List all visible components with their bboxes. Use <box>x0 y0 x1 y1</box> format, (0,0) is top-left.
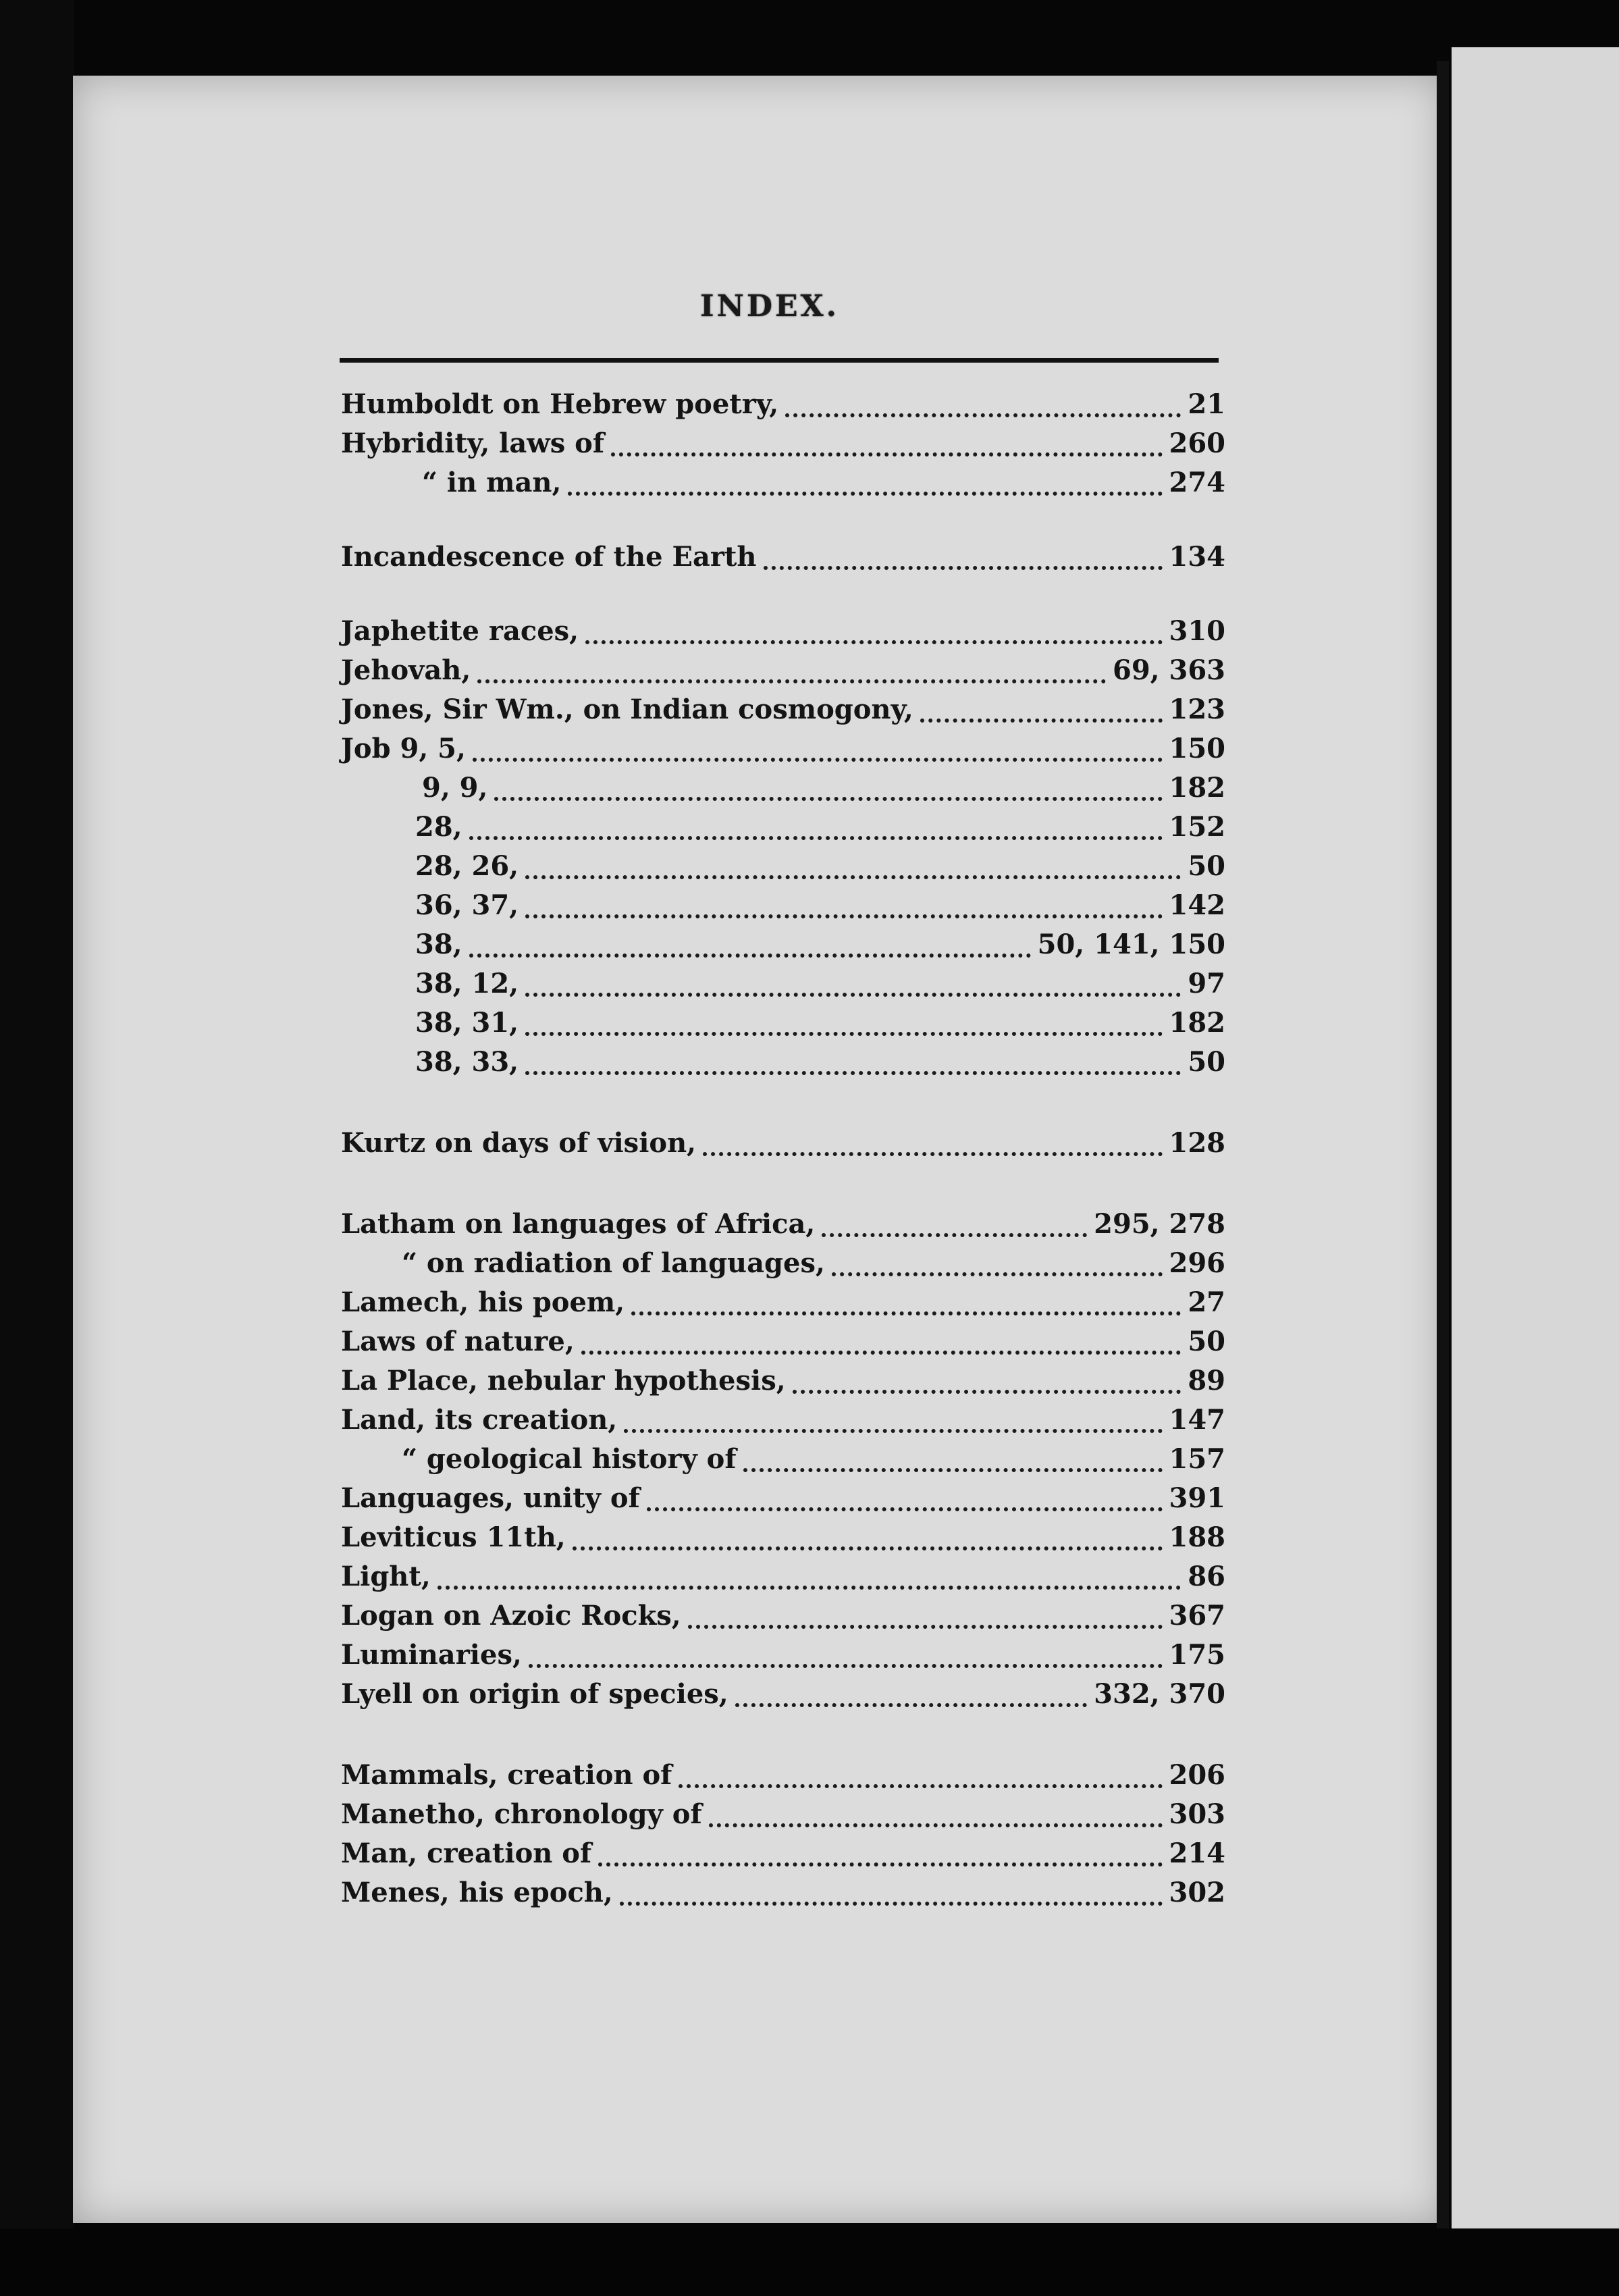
index-entry <box>341 463 1225 502</box>
index-entry <box>341 1401 1225 1440</box>
entry-pages: 50, 141, 150 <box>1037 929 1225 960</box>
entry-label: 38, 12, <box>415 968 519 999</box>
entry-pages: 152 <box>1169 811 1225 843</box>
entry-pages: 134 <box>1169 541 1225 573</box>
dot-leader <box>525 1018 1162 1036</box>
entry-pages: 86 <box>1188 1561 1225 1592</box>
entry-label: 38, 33, <box>415 1046 519 1078</box>
index-entry <box>341 964 1225 1003</box>
index-entry <box>341 1043 1225 1082</box>
entry-label: La Place, nebular hypothesis, <box>341 1365 786 1397</box>
entry-pages: 147 <box>1169 1404 1225 1436</box>
dot-leader <box>437 1572 1182 1590</box>
dot-leader <box>525 1058 1181 1075</box>
entry-label: Japhetite races, <box>341 615 579 647</box>
entry-label: Laws of nature, <box>341 1326 575 1357</box>
dot-leader <box>494 783 1162 801</box>
entry-label: Logan on Azoic Rocks, <box>341 1600 681 1632</box>
dot-leader <box>573 1533 1163 1550</box>
entry-label: 36, 37, <box>415 889 519 921</box>
entry-label: 9, 9, <box>422 772 488 804</box>
entry-pages: 182 <box>1169 772 1225 804</box>
entry-pages: 27 <box>1188 1286 1225 1318</box>
index-entry <box>341 612 1225 651</box>
entry-pages: 157 <box>1169 1443 1225 1475</box>
entry-pages: 188 <box>1169 1521 1225 1553</box>
dot-leader <box>581 1337 1182 1355</box>
dot-leader <box>469 823 1163 840</box>
entry-pages: 21 <box>1188 388 1225 420</box>
index-entry <box>341 1795 1225 1834</box>
entry-label: Leviticus 11th, <box>341 1521 566 1553</box>
dot-leader <box>620 1888 1163 1906</box>
entry-pages: 367 <box>1169 1600 1225 1632</box>
entry-pages: 332, 370 <box>1094 1678 1225 1710</box>
dot-leader <box>785 400 1181 417</box>
entry-label: “ in man, <box>422 467 562 498</box>
heading-rule <box>340 358 1219 363</box>
entry-label: Light, <box>341 1561 431 1592</box>
index-entry <box>341 1756 1225 1795</box>
index-entry <box>341 808 1225 847</box>
entry-pages: 310 <box>1169 615 1225 647</box>
dot-leader <box>529 1650 1163 1668</box>
dot-leader <box>525 862 1181 879</box>
dot-leader <box>793 1376 1182 1394</box>
dot-leader <box>647 1494 1163 1511</box>
page-heading: INDEX. <box>700 289 839 323</box>
entry-label: Lyell on origin of species, <box>341 1678 728 1710</box>
dot-leader <box>631 1298 1181 1315</box>
entry-label: Languages, unity of <box>341 1482 640 1514</box>
dot-leader <box>832 1259 1163 1276</box>
entry-label: Land, its creation, <box>341 1404 618 1436</box>
entry-label: Latham on languages of Africa, <box>341 1208 816 1240</box>
index-entry <box>341 385 1225 424</box>
dot-leader <box>764 552 1163 570</box>
scan-border-left <box>0 0 74 2296</box>
index-entry <box>341 1205 1225 1244</box>
entry-pages: 302 <box>1169 1877 1225 1908</box>
dot-leader <box>473 744 1163 762</box>
index-entry <box>341 1557 1225 1596</box>
dot-leader <box>611 439 1162 456</box>
dot-leader <box>679 1771 1162 1788</box>
entry-pages: 128 <box>1169 1127 1225 1159</box>
entry-pages: 69, 363 <box>1112 654 1225 686</box>
entry-label: Jehovah, <box>341 654 471 686</box>
entry-pages: 296 <box>1169 1247 1225 1279</box>
entry-pages: 303 <box>1169 1798 1225 1830</box>
entry-label: 28, <box>415 811 462 843</box>
entry-pages: 206 <box>1169 1759 1225 1791</box>
entry-pages: 89 <box>1188 1365 1225 1397</box>
dot-leader <box>822 1220 1087 1237</box>
entry-label: Menes, his epoch, <box>341 1877 613 1908</box>
index-entry <box>341 1244 1225 1283</box>
entry-pages: 50 <box>1188 850 1225 882</box>
entry-label: Kurtz on days of vision, <box>341 1127 697 1159</box>
entry-label: Incandescence of the Earth <box>341 541 757 573</box>
index-entry <box>341 847 1225 886</box>
page-gutter <box>1437 61 1449 2242</box>
index-entry <box>341 1479 1225 1518</box>
entry-label: 28, 26, <box>415 850 519 882</box>
entry-pages: 182 <box>1169 1007 1225 1039</box>
entry-pages: 260 <box>1169 427 1225 459</box>
entry-pages: 50 <box>1188 1046 1225 1078</box>
index-entry <box>341 925 1225 964</box>
entry-label: “ geological history of <box>402 1443 737 1475</box>
entry-pages: 123 <box>1169 694 1225 725</box>
index-entry <box>341 1361 1225 1401</box>
scan-border-bottom <box>0 2228 1619 2296</box>
index-entry <box>341 1596 1225 1636</box>
entry-label: 38, <box>415 929 462 960</box>
entry-pages: 214 <box>1169 1837 1225 1869</box>
index-entry <box>341 1440 1225 1479</box>
dot-leader <box>525 979 1181 997</box>
index-entry <box>341 729 1225 768</box>
entry-pages: 295, 278 <box>1094 1208 1225 1240</box>
entry-label: Lamech, his poem, <box>341 1286 625 1318</box>
index-entry <box>341 1124 1225 1163</box>
dot-leader <box>525 901 1162 918</box>
entry-label: Humboldt on Hebrew poetry, <box>341 388 779 420</box>
adjacent-page-edge <box>1452 47 1619 2249</box>
dot-leader <box>469 940 1031 958</box>
dot-leader <box>624 1415 1162 1433</box>
entry-label: Manetho, chronology of <box>341 1798 702 1830</box>
dot-leader <box>688 1611 1163 1629</box>
entry-label: Hybridity, laws of <box>341 427 605 459</box>
entry-label: Man, creation of <box>341 1837 592 1869</box>
entry-label: Jones, Sir Wm., on Indian cosmogony, <box>341 694 913 725</box>
entry-label: 38, 31, <box>415 1007 519 1039</box>
entry-pages: 142 <box>1169 889 1225 921</box>
dot-leader <box>477 666 1106 683</box>
entry-pages: 97 <box>1188 968 1225 999</box>
dot-leader <box>703 1139 1162 1156</box>
entry-label: Luminaries, <box>341 1639 522 1671</box>
dot-leader <box>735 1690 1087 1707</box>
index-entry <box>341 1003 1225 1043</box>
index-entry <box>341 1675 1225 1714</box>
dot-leader <box>743 1455 1163 1472</box>
entry-label: “ on radiation of languages, <box>402 1247 825 1279</box>
entry-pages: 150 <box>1169 733 1225 764</box>
index-entry <box>341 1636 1225 1675</box>
dot-leader <box>920 705 1163 723</box>
index-entry <box>341 1322 1225 1361</box>
entry-label: Mammals, creation of <box>341 1759 672 1791</box>
dot-leader <box>709 1810 1163 1827</box>
entry-pages: 175 <box>1169 1639 1225 1671</box>
index-entry <box>341 538 1225 577</box>
index-entry <box>341 1834 1225 1873</box>
index-entry <box>341 886 1225 925</box>
entry-label: Job 9, 5, <box>341 733 466 764</box>
index-entry <box>341 424 1225 463</box>
index-entry <box>341 1283 1225 1322</box>
entry-pages: 50 <box>1188 1326 1225 1357</box>
entry-pages: 274 <box>1169 467 1225 498</box>
index-entry <box>341 768 1225 808</box>
dot-leader <box>598 1849 1162 1867</box>
index-entry <box>341 651 1225 690</box>
dot-leader <box>568 478 1162 496</box>
dot-leader <box>585 627 1162 644</box>
index-entry <box>341 1873 1225 1912</box>
index-entry <box>341 690 1225 729</box>
index-entry <box>341 1518 1225 1557</box>
entry-pages: 391 <box>1169 1482 1225 1514</box>
